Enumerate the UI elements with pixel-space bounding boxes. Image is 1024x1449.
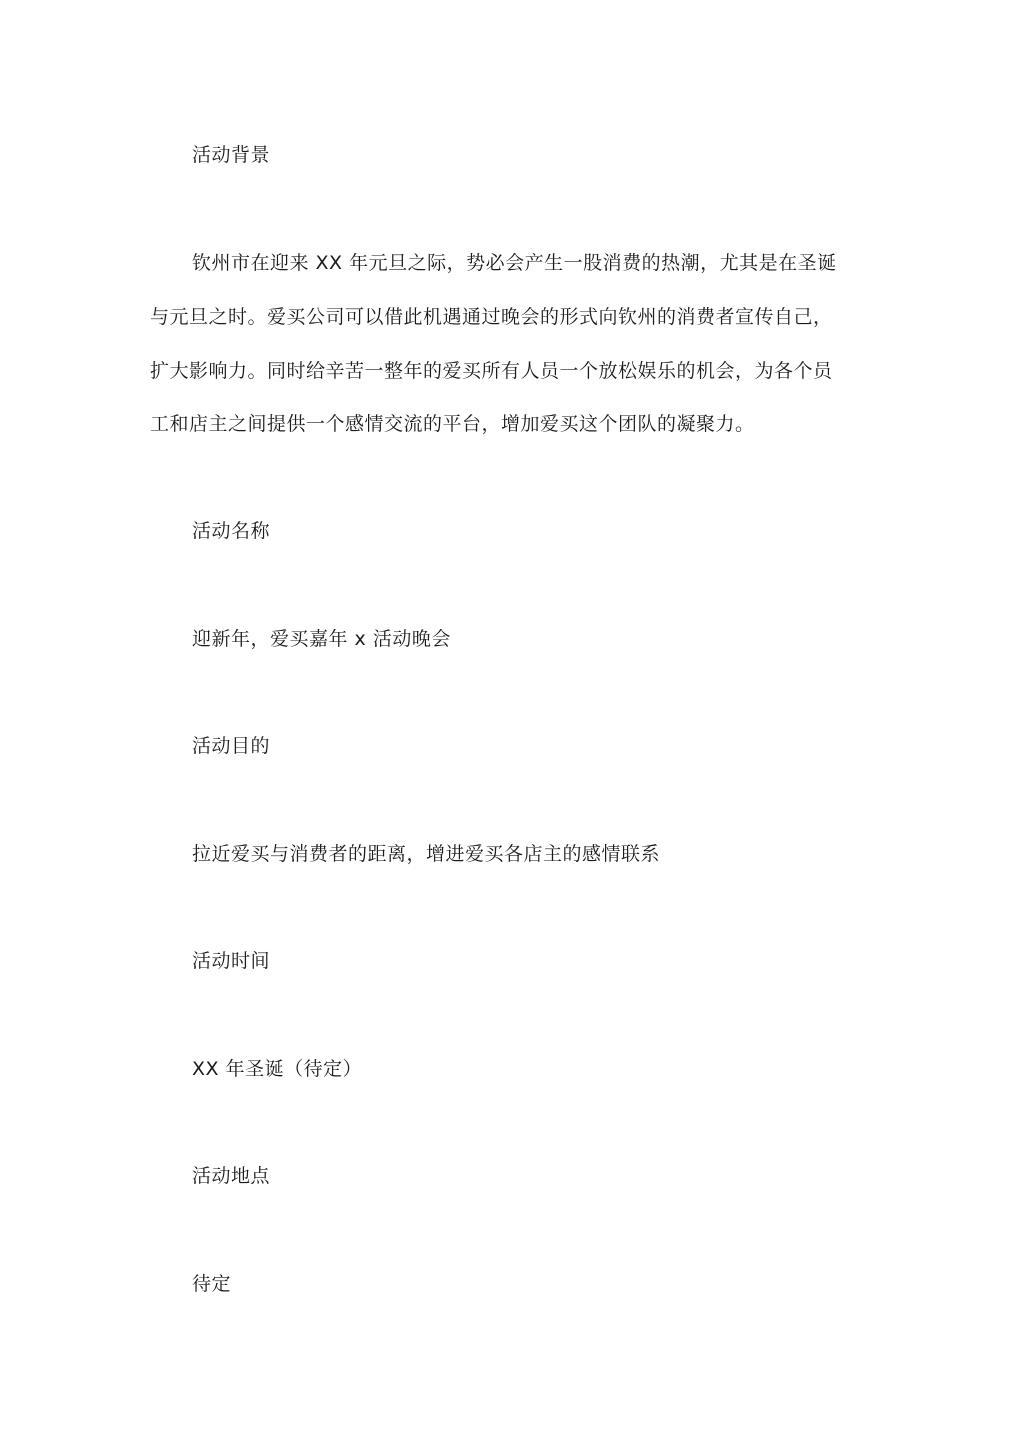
section-heading-background: 活动背景 bbox=[192, 144, 271, 166]
section-heading-name: 活动名称 bbox=[192, 520, 271, 542]
paragraph-line: 扩大影响力。同时给辛苦一整年的爱买所有人员一个放松娱乐的机会，为各个员 bbox=[150, 360, 833, 382]
section-heading-location: 活动地点 bbox=[192, 1165, 271, 1187]
paragraph-line: 钦州市在迎来 XX 年元旦之际，势必会产生一股消费的热潮，尤其是在圣诞 bbox=[192, 252, 837, 274]
paragraph-line: 与元旦之时。爱买公司可以借此机遇通过晚会的形式向钦州的消费者宣传自己， bbox=[150, 306, 833, 328]
section-content-purpose: 拉近爱买与消费者的距离，增进爱买各店主的感情联系 bbox=[192, 843, 661, 865]
paragraph-line: 工和店主之间提供一个感情交流的平台，增加爱买这个团队的凝聚力。 bbox=[150, 413, 755, 435]
section-heading-purpose: 活动目的 bbox=[192, 735, 271, 757]
section-heading-time: 活动时间 bbox=[192, 950, 271, 972]
section-content-location: 待定 bbox=[192, 1273, 232, 1295]
section-content-name: 迎新年，爱买嘉年 x 活动晚会 bbox=[192, 628, 451, 650]
section-content-time: XX 年圣诞（待定） bbox=[192, 1058, 363, 1080]
